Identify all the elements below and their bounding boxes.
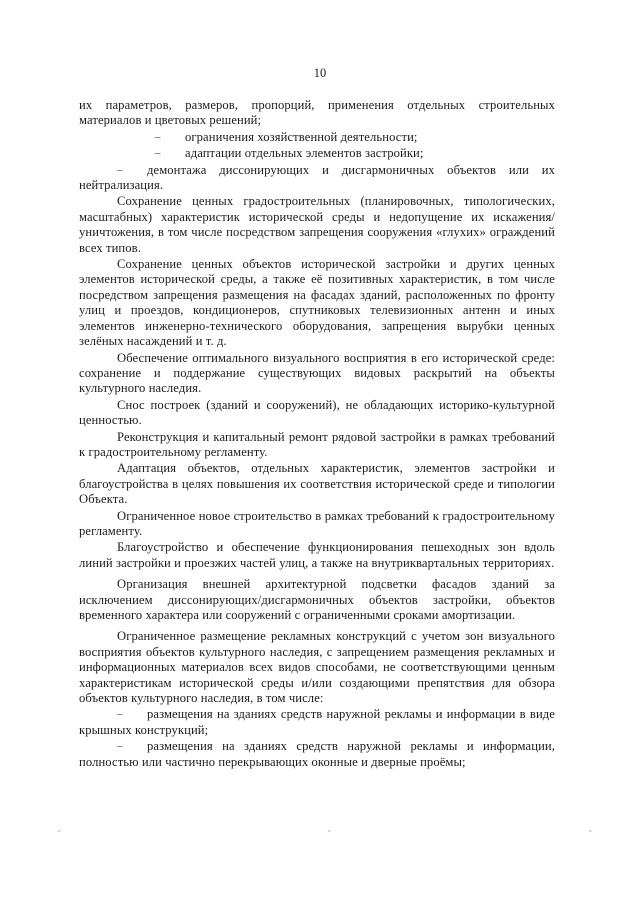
paragraph: Адаптация объектов, отдельных характеристик, элементов застройки и благоустройства в целях повышения их соответствия исторической среде и типологии Объекта. <box>79 461 555 507</box>
list-item-text: размещения на зданиях средств наружной рекламы и информации, полностью или частично перекрывающих оконные и дверные проёмы; <box>79 739 555 769</box>
list-item <box>79 163 555 194</box>
dash-bullet: – <box>117 163 123 176</box>
list-item <box>79 707 555 738</box>
paragraph-continuation: их параметров, размеров, пропорций, применения отдельных строительных материалов и цветовых решений; <box>79 98 555 128</box>
list-item-text: адаптации отдельных элементов застройки; <box>185 146 424 161</box>
paragraph: Организация внешней архитектурной подсветки фасадов зданий за исключением диссонирующих/дисгармоничных объектов застройки, объектов временного характера или сооружений с ограниченными сроками амортизации. <box>79 577 555 622</box>
scan-mark: ᵕ <box>589 826 592 836</box>
page-number: 10 <box>313 66 327 80</box>
dash-bullet: – <box>155 130 161 143</box>
paragraph: Снос построек (зданий и сооружений), не обладающих историко-культурной ценностью. <box>79 397 555 428</box>
paragraph: Реконструкция и капитальный ремонт рядовой застройки в рамках требований к градостроительному регламенту. <box>79 429 555 459</box>
list-item-text: демонтажа диссонирующих и дисгармоничных объектов или их нейтрализация. <box>79 162 555 193</box>
dash-bullet: – <box>155 147 161 160</box>
paragraph: Благоустройство и обеспечение функционирования пешеходных зон вдоль линий застройки и проезжих частей улиц, а также на внутриквартальных территориях. <box>79 540 555 570</box>
dash-bullet: – <box>117 708 123 721</box>
document-body <box>79 98 555 771</box>
list-item-text: размещения на зданиях средств наружной рекламы и информации в виде крышных конструкций; <box>79 707 555 737</box>
paragraph: Ограниченное новое строительство в рамках требований к градостроительному регламенту. <box>79 508 555 538</box>
list-item <box>79 739 555 770</box>
list-item <box>79 130 555 145</box>
scan-marks <box>0 826 640 840</box>
paragraph: Ограниченное размещение рекламных конструкций с учетом зон визуального восприятия объектов культурного наследия, с запрещением размещения рекламных и информационных материалов всех видов способами, не соответствующими ценным характеристикам исторической среды и/или создающими препятствия для обзора объектов культурного наследия, в том числе: <box>79 629 555 706</box>
paragraph: Сохранение ценных объектов исторической застройки и других ценных элементов исторической среды, а также её позитивных характеристик, в том числе посредством запрещения размещения на фасадах зданий, расположенных по фронту улиц и проездов, кондиционеров, спутниковых телевизионных антенн и иных элементов инженерно-технического оборудования, запрещения вырубки ценных зелёных насаждений и т. д. <box>79 257 555 349</box>
list-item-text: ограничения хозяйственной деятельности; <box>185 129 418 144</box>
dash-bullet: – <box>117 740 123 753</box>
scan-mark: ᵕ <box>328 826 331 836</box>
list-item <box>79 146 555 161</box>
paragraph: Обеспечение оптимального визуального восприятия в его исторической среде: сохранение и поддержание существующих видовых раскрытий на объекты культурного наследия. <box>79 350 555 396</box>
scan-mark: ᵕ <box>58 826 61 836</box>
paragraph: Сохранение ценных градостроительных (планировочных, типологических, масштабных) характеристик исторической среды и недопущение их искажения/уничтожения, в том числе посредством запрещения сооружения «глухих» ограждений всех типов. <box>79 194 555 255</box>
